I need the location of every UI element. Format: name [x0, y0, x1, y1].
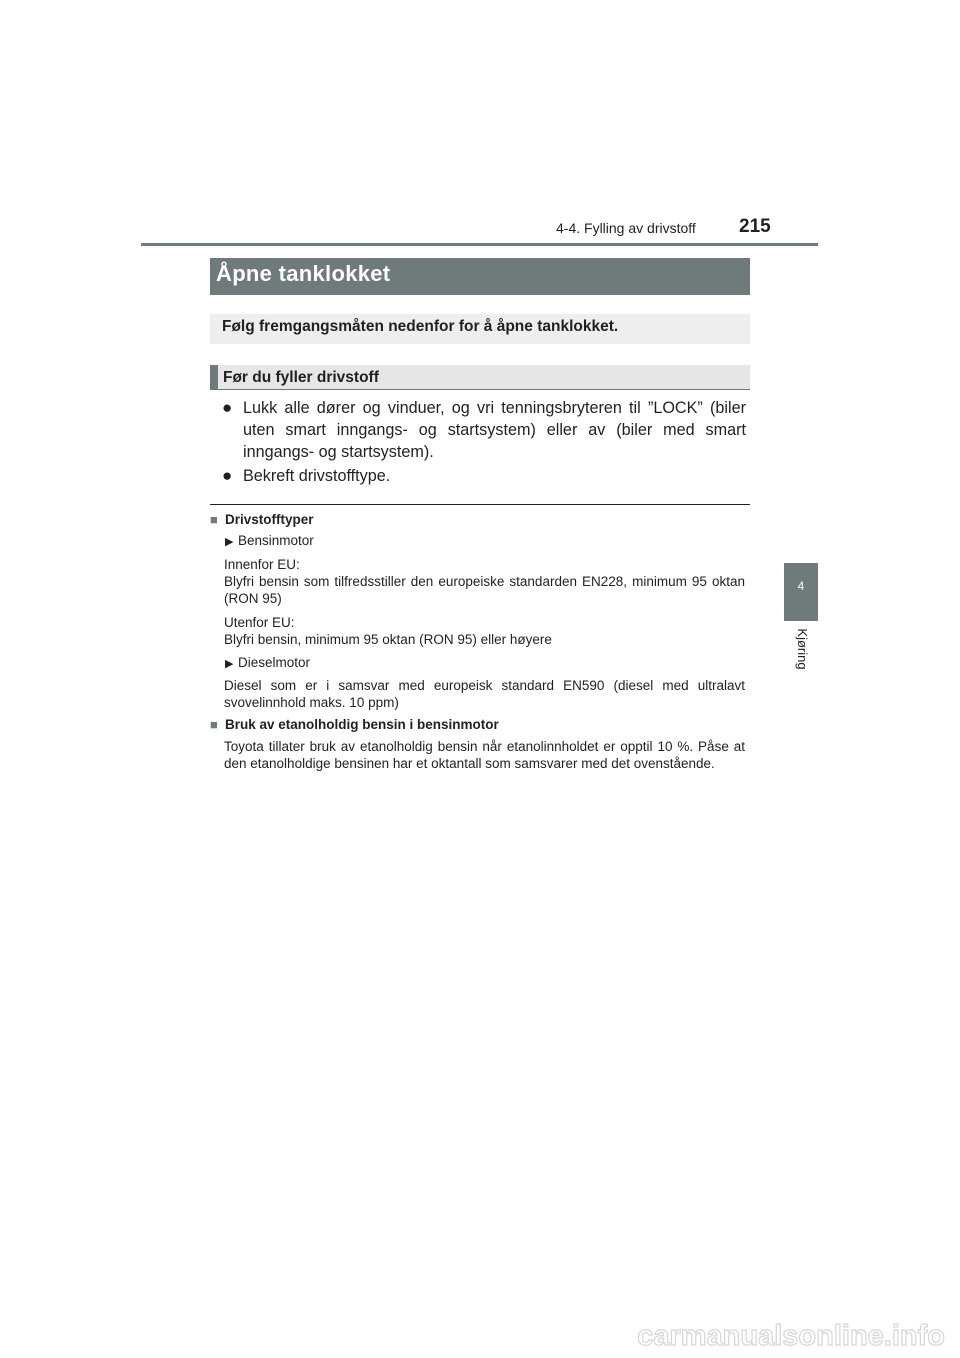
info-heading: Bruk av etanolholdig bensin i bensinmotor	[225, 717, 499, 732]
outside-eu-label: Utenfor EU:	[224, 615, 295, 630]
page-title: Åpne tanklokket	[216, 261, 391, 286]
triangle-right-icon: ▶	[225, 536, 234, 548]
bullet-item: Lukk alle dører og vinduer, og vri tenningsbryteren til ”LOCK” (biler uten smart inngangs- og startsystem) eller av (biler med smart inngangs- og startsystem).	[243, 399, 746, 461]
subheading: Før du fyller drivstoff	[223, 369, 379, 386]
watermark-text: carmanualsonline.info	[637, 1320, 945, 1352]
subheading-marker	[210, 365, 218, 389]
square-bullet-icon: ■	[210, 512, 218, 527]
page-number: 215	[739, 216, 771, 237]
square-bullet-icon: ■	[210, 717, 218, 732]
intro-text: Følg fremgangsmåten nedenfor for å åpne tanklokket.	[222, 318, 619, 335]
inside-eu-text: Blyfri bensin som tilfredsstiller den europeiske standarden EN228, minimum 95 oktan (RON 95)	[224, 574, 745, 606]
bullet-item: Bekreft drivstofftype.	[243, 467, 391, 485]
inside-eu-label: Innenfor EU:	[224, 557, 300, 572]
diesel-label: Dieselmotor	[238, 655, 311, 670]
section-title: 4-4. Fylling av drivstoff	[556, 220, 696, 236]
info-heading: Drivstofftyper	[225, 512, 314, 527]
triangle-right-icon: ▶	[225, 658, 234, 670]
ethanol-text: Toyota tillater bruk av etanolholdig bensin når etanolinnholdet er opptil 10 %. Påse at den etanolholdige bensinen har et oktantall som samsvarer med det ovenstående.	[224, 739, 745, 771]
bullet-icon: ●	[222, 466, 233, 485]
bullet-icon: ●	[222, 398, 233, 417]
separator	[210, 504, 750, 505]
header-rule	[141, 243, 818, 246]
outside-eu-text: Blyfri bensin, minimum 95 oktan (RON 95) eller høyere	[224, 632, 552, 647]
watermark	[560, 1318, 950, 1354]
diesel-text: Diesel som er i samsvar med europeisk standard EN590 (diesel med ultralavt svovelinnhold maks. 10 ppm)	[224, 678, 745, 710]
subheading-rule	[210, 389, 750, 390]
chapter-number: 4	[797, 579, 805, 593]
chapter-label: Kjøring	[795, 628, 810, 670]
petrol-label: Bensinmotor	[238, 533, 314, 548]
